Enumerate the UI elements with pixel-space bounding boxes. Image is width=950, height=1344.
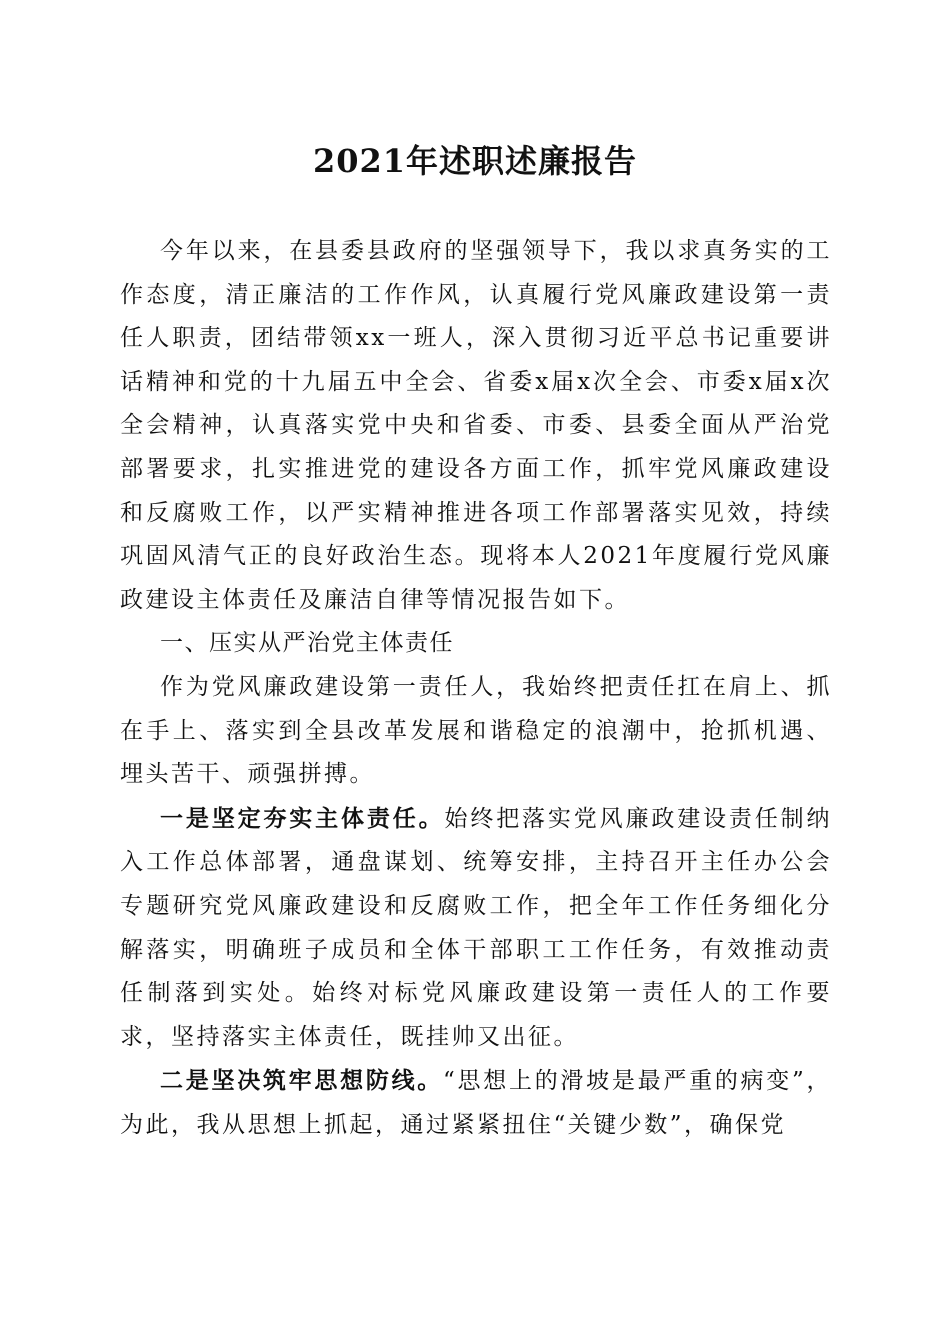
item-one-text: 始终把落实党风廉政建设责任制纳入工作总体部署，通盘谋划、统筹安排，主持召开主任办公会专题研究党风廉政建设和反腐败工作，把全年工作任务细化分解落实，明确班子成员和全体干部职工工作任务，有效推动责任制落到实处。始终对标党风廉政建设第一责任人的工作要求，坚持落实主体责任，既挂帅又出征。 (120, 805, 833, 1050)
section-intro-paragraph: 作为党风廉政建设第一责任人，我始终把责任扛在肩上、抓在手上、落实到全县改革发展和谐稳定的浪潮中，抢抓机遇、埋头苦干、顽强拼搏。 (120, 673, 832, 788)
document-title: 2021年述职述廉报告 (312, 142, 638, 180)
item-one-lead: 一是坚定夯实主体责任。 (160, 804, 445, 832)
item-one-paragraph (120, 797, 832, 1060)
document-body (120, 230, 832, 1147)
intro-paragraph: 今年以来，在县委县政府的坚强领导下，我以求真务实的工作态度，清正廉洁的工作作风，认真履行党风廉政建设第一责任人职责，团结带领xx一班人，深入贯彻习近平总书记重要讲话精神和党的十九届五中全会、省委x届x次全会、市委x届x次全会精神，认真落实党中央和省委、市委、县委全面从严治党部署要求，扎实推进党的建设各方面工作，抓牢党风廉政建设和反腐败工作，以严实精神推进各项工作部署落实见效，持续巩固风清气正的良好政治生态。现将本人2021年度履行党风廉政建设主体责任及廉洁自律等情况报告如下。 (120, 238, 832, 613)
item-two-text: “思想上的滑坡是最严重的病变”，为此，我从思想上抓起，通过紧紧扭住“关键少数”，确保党 (120, 1068, 832, 1138)
section-heading: 一、压实从严治党主体责任 (160, 630, 454, 657)
item-two-lead: 二是坚决筑牢思想防线。 (160, 1067, 444, 1095)
item-two-paragraph (120, 1059, 832, 1147)
